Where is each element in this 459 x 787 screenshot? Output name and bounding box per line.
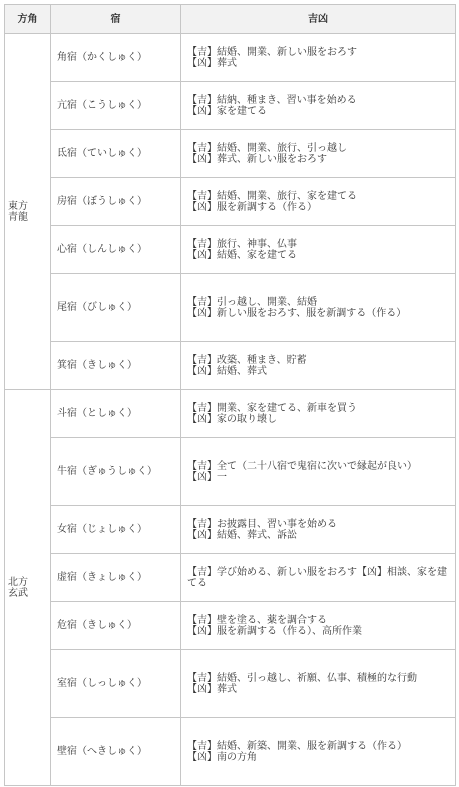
fortune-cell: 【吉】壁を塗る、薬を調合する 【凶】服を新調する（作る）、高所作業: [181, 602, 456, 650]
star-name: 壁宿（へきしゅく）: [51, 718, 181, 786]
table-row: [5, 554, 456, 602]
table-row: [5, 34, 456, 82]
fortune-table: [4, 4, 456, 786]
header-direction: 方角: [5, 5, 51, 34]
fortune-cell: 【吉】旅行、神事、仏事 【凶】結婚、家を建てる: [181, 226, 456, 274]
star-name: 斗宿（としゅく）: [51, 390, 181, 438]
fortune-cell: 【吉】結婚、新築、開業、服を新調する（作る） 【凶】南の方角: [181, 718, 456, 786]
star-name: 女宿（じょしゅく）: [51, 506, 181, 554]
fortune-cell: 【吉】全て（二十八宿で鬼宿に次いで縁起が良い） 【凶】一: [181, 438, 456, 506]
star-name: 虚宿（きょしゅく）: [51, 554, 181, 602]
table-row: [5, 274, 456, 342]
star-name: 危宿（きしゅく）: [51, 602, 181, 650]
header-fortune: 吉凶: [181, 5, 456, 34]
fortune-cell: 【吉】結婚、開業、旅行、引っ越し 【凶】葬式、新しい服をおろす: [181, 130, 456, 178]
table-row: [5, 438, 456, 506]
header-star: 宿: [51, 5, 181, 34]
fortune-cell: 【吉】結婚、引っ越し、祈願、仏事、積極的な行動 【凶】葬式: [181, 650, 456, 718]
fortune-cell: 【吉】結婚、開業、新しい服をおろす 【凶】葬式: [181, 34, 456, 82]
header-row: [5, 5, 456, 34]
star-name: 尾宿（びしゅく）: [51, 274, 181, 342]
fortune-cell: 【吉】結婚、開業、旅行、家を建てる 【凶】服を新調する（作る）: [181, 178, 456, 226]
table-row: [5, 342, 456, 390]
direction-cell-east: 東方 青龍: [5, 34, 51, 390]
direction-cell-north: 北方 玄武: [5, 390, 51, 786]
table-row: [5, 650, 456, 718]
table-row: [5, 506, 456, 554]
star-name: 牛宿（ぎゅうしゅく）: [51, 438, 181, 506]
star-name: 亢宿（こうしゅく）: [51, 82, 181, 130]
table-row: [5, 602, 456, 650]
star-name: 氐宿（ていしゅく）: [51, 130, 181, 178]
fortune-cell: 【吉】お披露目、習い事を始める 【凶】結婚、葬式、訴訟: [181, 506, 456, 554]
table-row: [5, 82, 456, 130]
table-row: [5, 718, 456, 786]
fortune-cell: 【吉】引っ越し、開業、結婚 【凶】新しい服をおろす、服を新調する（作る）: [181, 274, 456, 342]
table-row: [5, 178, 456, 226]
star-name: 角宿（かくしゅく）: [51, 34, 181, 82]
star-name: 心宿（しんしゅく）: [51, 226, 181, 274]
star-name: 房宿（ぼうしゅく）: [51, 178, 181, 226]
fortune-cell: 【吉】改築、種まき、貯蓄 【凶】結婚、葬式: [181, 342, 456, 390]
fortune-cell: 【吉】結納、種まき、習い事を始める 【凶】家を建てる: [181, 82, 456, 130]
star-name: 箕宿（きしゅく）: [51, 342, 181, 390]
fortune-cell: 【吉】学び始める、新しい服をおろす【凶】相談、家を建てる: [181, 554, 456, 602]
table-row: [5, 226, 456, 274]
star-name: 室宿（しっしゅく）: [51, 650, 181, 718]
table-row: [5, 390, 456, 438]
table-row: [5, 130, 456, 178]
fortune-cell: 【吉】開業、家を建てる、新車を買う 【凶】家の取り壊し: [181, 390, 456, 438]
